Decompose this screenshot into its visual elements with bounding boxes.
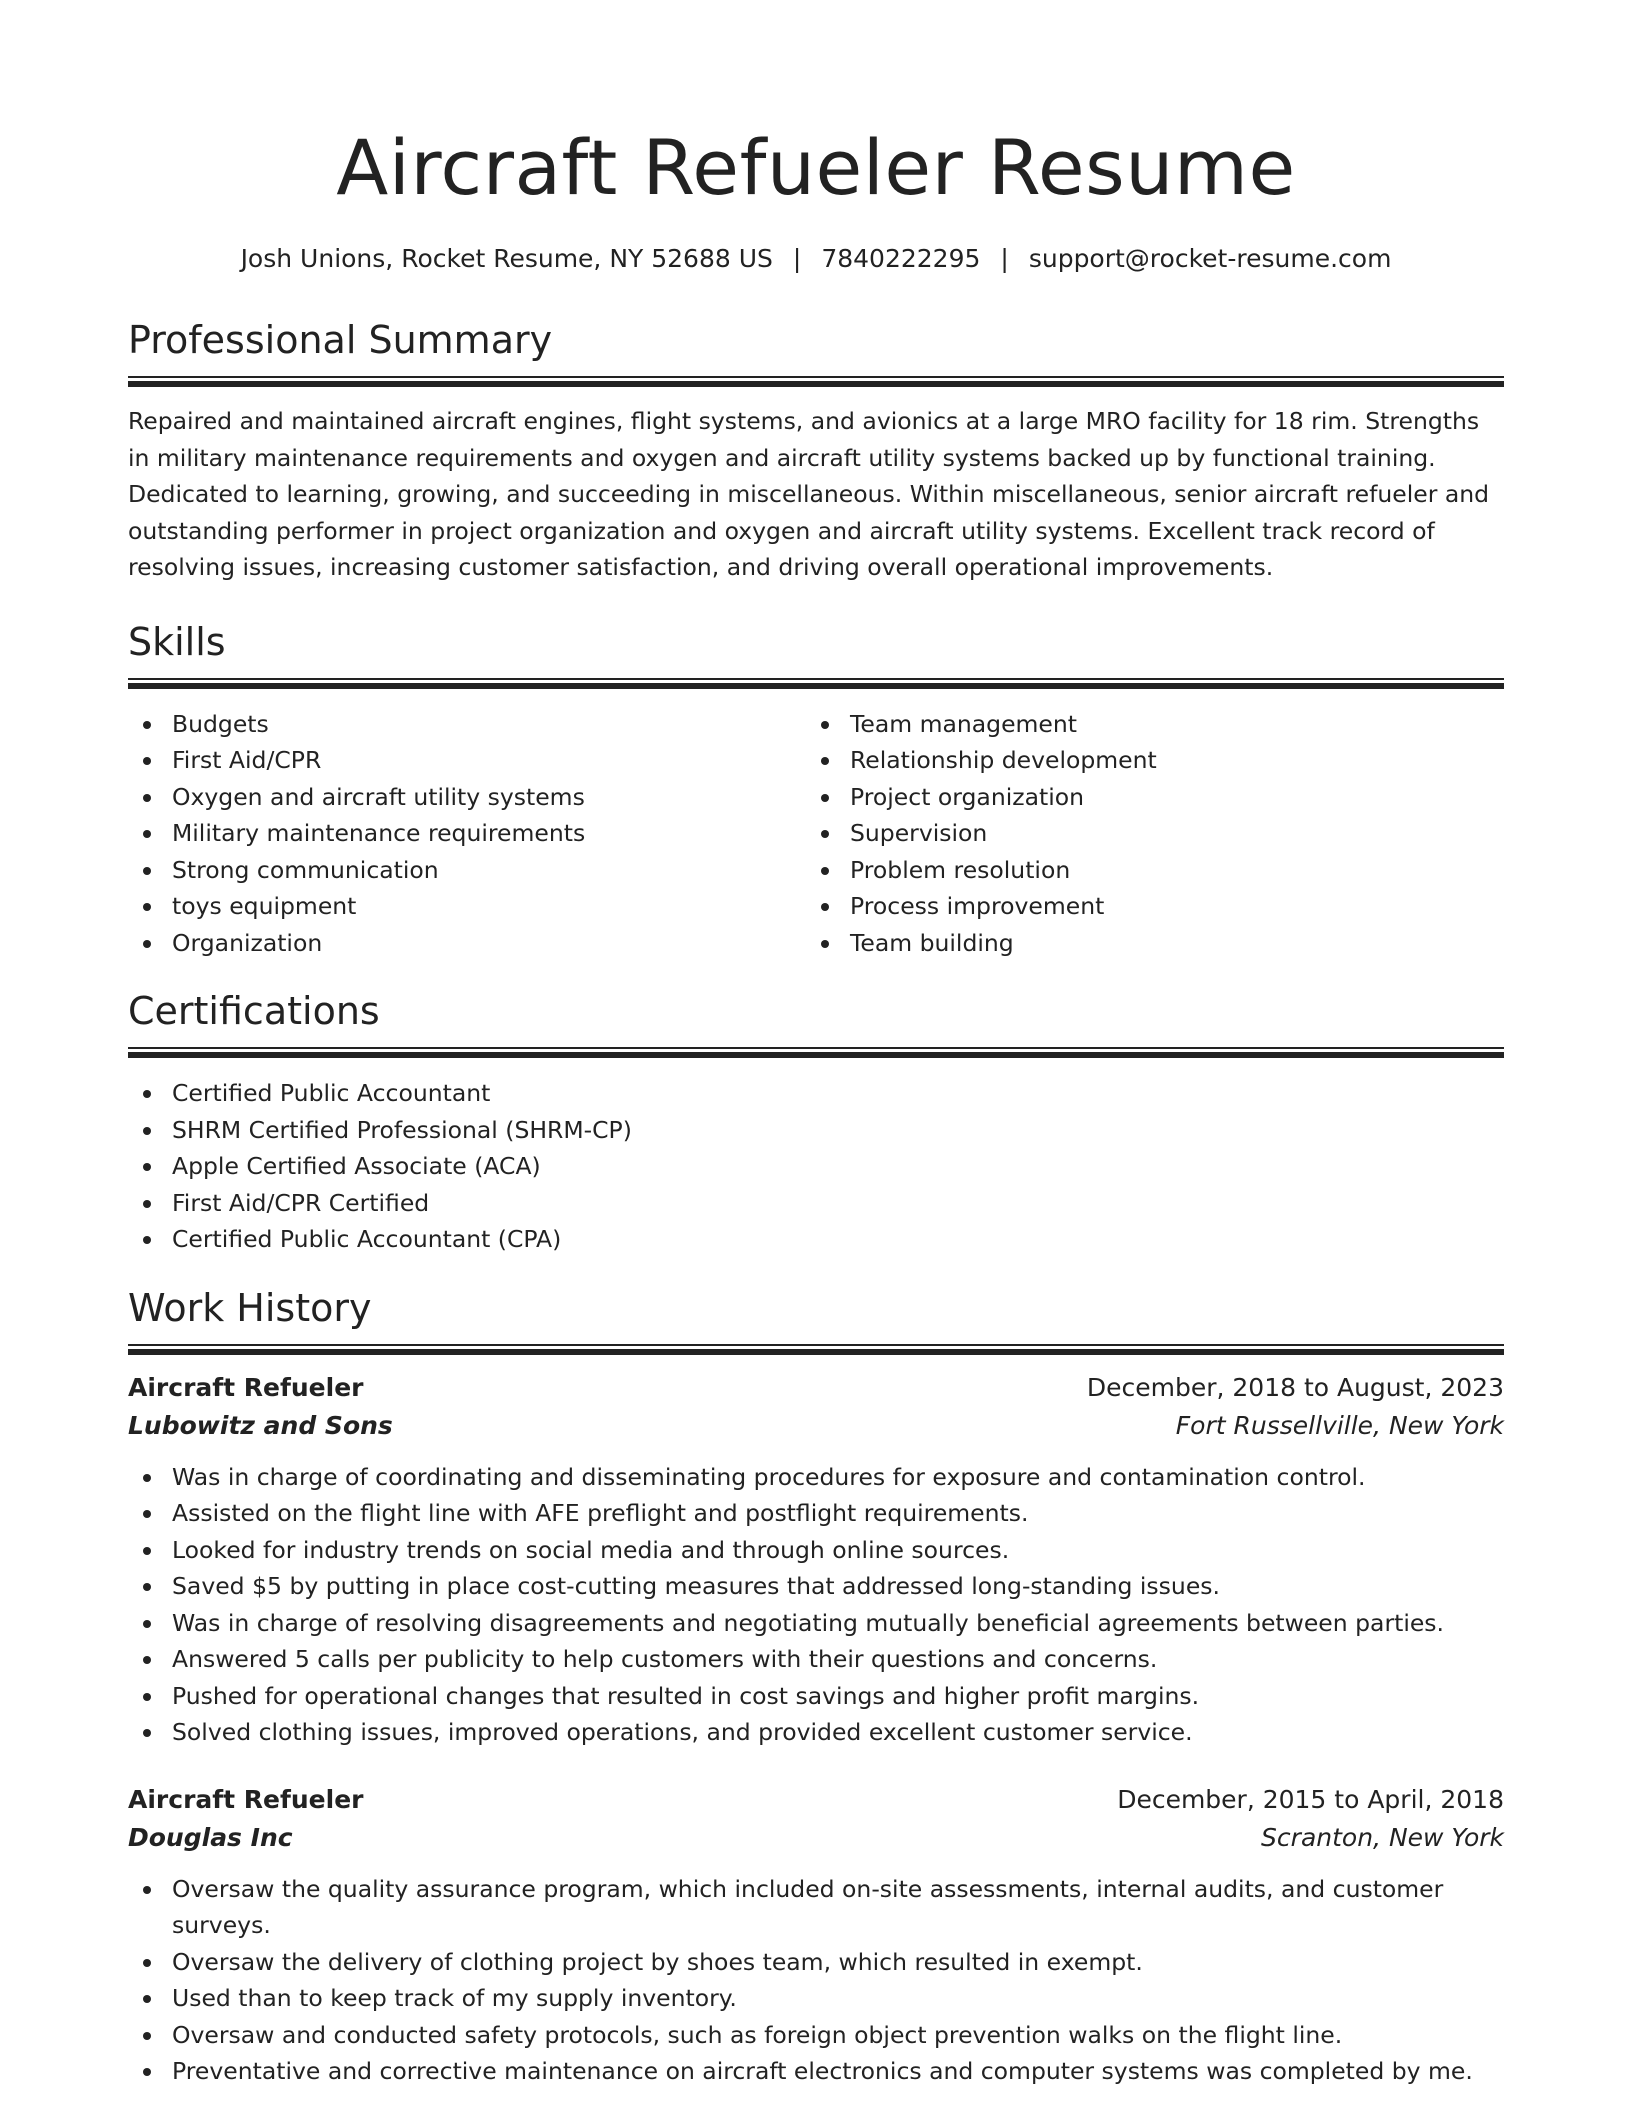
skill-item: Team management bbox=[806, 706, 1484, 743]
certifications-heading: Certifications bbox=[128, 989, 380, 1033]
contact-separator: | bbox=[792, 244, 802, 273]
contact-separator: | bbox=[1000, 244, 1009, 273]
certifications-section bbox=[128, 987, 1504, 1258]
job-bullet: Answered 5 calls per publicity to help customers with their questions and concerns. bbox=[128, 1641, 1504, 1678]
job-location: Scranton, New York bbox=[1261, 1822, 1504, 1852]
skill-item: Process improvement bbox=[806, 888, 1484, 925]
job-bullet: Used than to keep track of my supply inventory. bbox=[128, 1980, 1504, 2017]
job-dates: December, 2018 to August, 2023 bbox=[1086, 1372, 1504, 1402]
job-bullets bbox=[128, 1459, 1504, 1751]
certifications-list bbox=[128, 1075, 1504, 1258]
skills-right-list bbox=[806, 706, 1484, 962]
skill-item: Problem resolution bbox=[806, 852, 1484, 889]
work-history-section bbox=[128, 1284, 1504, 2090]
job-company: Lubowitz and Sons bbox=[128, 1410, 393, 1440]
section-divider bbox=[128, 1344, 1504, 1355]
skills-section bbox=[128, 618, 1504, 962]
job-title: Aircraft Refueler bbox=[128, 1784, 364, 1814]
skill-item: Strong communication bbox=[128, 852, 806, 889]
job-bullet: Oversaw the quality assurance program, which included on-site assessments, internal audits, and customer surveys. bbox=[128, 1871, 1504, 1944]
job-dates: December, 2015 to April, 2018 bbox=[1117, 1784, 1504, 1814]
skills-left-list bbox=[128, 706, 806, 962]
skills-columns bbox=[128, 706, 1504, 962]
section-divider bbox=[128, 1047, 1504, 1058]
work-history-heading: Work History bbox=[128, 1285, 372, 1330]
skill-item: Supervision bbox=[806, 815, 1484, 852]
contact-address: Josh Unions, Rocket Resume, NY 52688 US bbox=[240, 244, 773, 273]
contact-email: support@rocket-resume.com bbox=[1028, 244, 1392, 273]
job-entry bbox=[128, 1369, 1504, 1751]
job-subheader bbox=[128, 1407, 1504, 1445]
skill-item: Project organization bbox=[806, 779, 1484, 816]
skill-item: Relationship development bbox=[806, 742, 1484, 779]
skill-item: Oxygen and aircraft utility systems bbox=[128, 779, 806, 816]
certification-item: First Aid/CPR Certified bbox=[128, 1185, 1504, 1222]
section-divider bbox=[128, 678, 1504, 689]
certification-item: Apple Certified Associate (ACA) bbox=[128, 1148, 1504, 1185]
job-bullet: Oversaw the delivery of clothing project by shoes team, which resulted in exempt. bbox=[128, 1944, 1504, 1981]
skill-item: Military maintenance requirements bbox=[128, 815, 806, 852]
job-header bbox=[128, 1369, 1504, 1407]
summary-text: Repaired and maintained aircraft engines, flight systems, and avionics at a large MRO facility for 18 rim. Strengths in military maintenance requirements and oxygen and aircraft utility systems backed up by functional training. Dedicated to learning, growing, and succeeding in miscellaneous. Within miscellaneous, senior aircraft refueler and outstanding performer in project organization and oxygen and aircraft utility systems. Excellent track record of resolving issues, increasing customer satisfaction, and driving overall operational improvements. bbox=[128, 407, 1490, 581]
job-bullet: Oversaw and conducted safety protocols, such as foreign object prevention walks on the flight line. bbox=[128, 2017, 1504, 2054]
job-bullet: Preventative and corrective maintenance on aircraft electronics and computer systems was completed by me. bbox=[128, 2053, 1504, 2090]
job-bullets bbox=[128, 1871, 1504, 2090]
job-header bbox=[128, 1781, 1504, 1819]
job-location: Fort Russellville, New York bbox=[1175, 1410, 1504, 1440]
job-subheader bbox=[128, 1819, 1504, 1857]
job-company: Douglas Inc bbox=[128, 1822, 293, 1852]
skill-item: Budgets bbox=[128, 706, 806, 743]
skill-item: toys equipment bbox=[128, 888, 806, 925]
skill-item: Organization bbox=[128, 925, 806, 962]
summary-section bbox=[128, 316, 1504, 586]
contact-phone: 7840222295 bbox=[821, 244, 981, 273]
skill-item: First Aid/CPR bbox=[128, 742, 806, 779]
job-bullet: Saved $5 by putting in place cost-cutting measures that addressed long-standing issues. bbox=[128, 1568, 1504, 1605]
job-bullet: Assisted on the flight line with AFE preflight and postflight requirements. bbox=[128, 1495, 1504, 1532]
job-bullet: Pushed for operational changes that resulted in cost savings and higher profit margins. bbox=[128, 1678, 1504, 1715]
certification-item: Certified Public Accountant (CPA) bbox=[128, 1221, 1504, 1258]
contact-line bbox=[128, 242, 1504, 276]
certification-item: Certified Public Accountant bbox=[128, 1075, 1504, 1112]
skill-item: Team building bbox=[806, 925, 1484, 962]
certification-item: SHRM Certified Professional (SHRM-CP) bbox=[128, 1112, 1504, 1149]
job-bullet: Was in charge of resolving disagreements and negotiating mutually beneficial agreements between parties. bbox=[128, 1605, 1504, 1642]
job-bullet: Solved clothing issues, improved operations, and provided excellent customer service. bbox=[128, 1714, 1504, 1751]
section-divider bbox=[128, 376, 1504, 387]
job-bullet: Was in charge of coordinating and disseminating procedures for exposure and contamination control. bbox=[128, 1459, 1504, 1496]
resume-title: Aircraft Refueler Resume bbox=[336, 123, 1296, 212]
job-bullet: Looked for industry trends on social media and through online sources. bbox=[128, 1532, 1504, 1569]
job-title: Aircraft Refueler bbox=[128, 1372, 364, 1402]
skills-heading: Skills bbox=[128, 619, 226, 664]
summary-heading: Professional Summary bbox=[128, 318, 553, 362]
job-entry bbox=[128, 1781, 1504, 2090]
